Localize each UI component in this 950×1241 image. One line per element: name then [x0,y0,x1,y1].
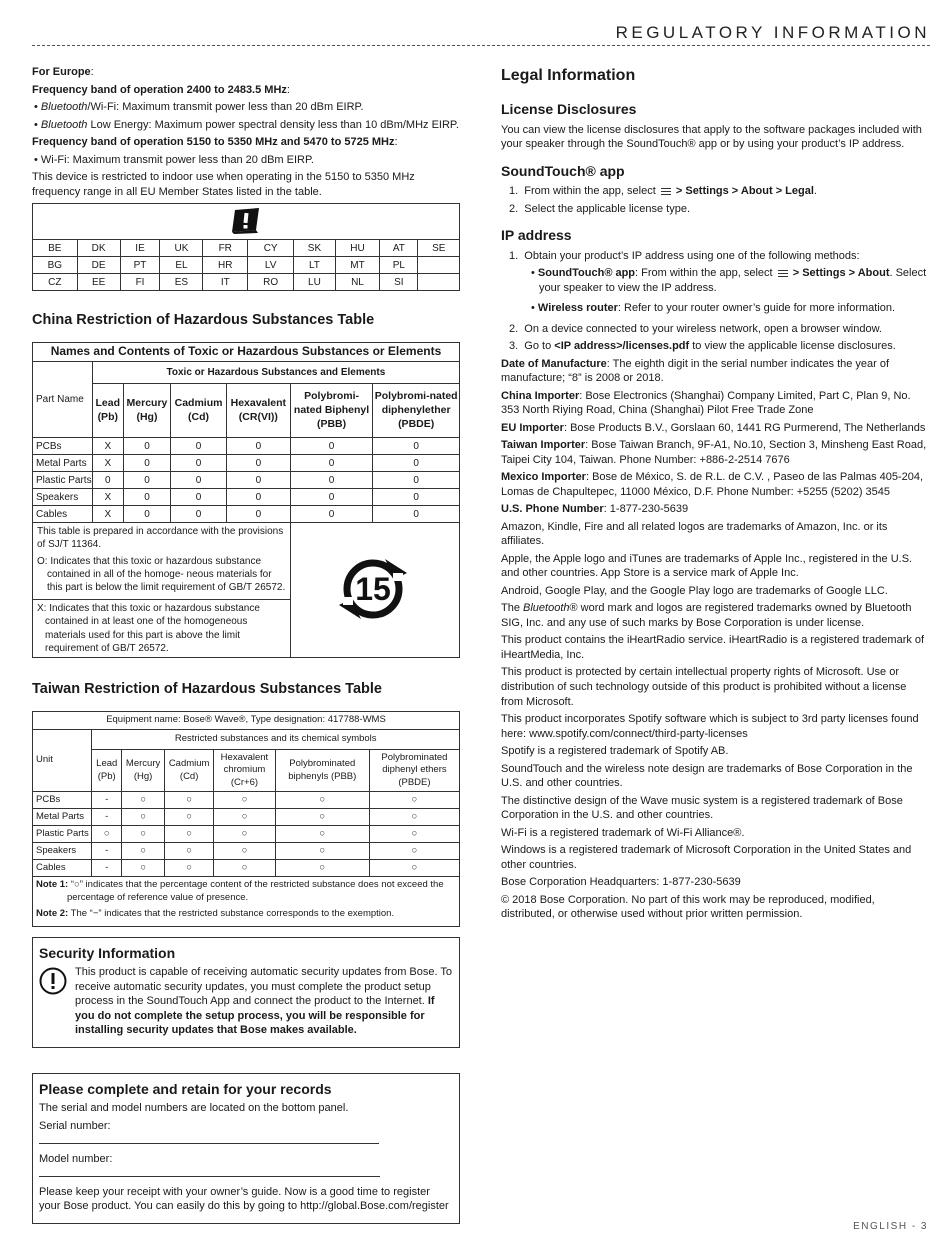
records-line-1: The serial and model numbers are located on the bottom panel. [39,1102,349,1115]
model-number-label: Model number: [39,1152,113,1165]
china-importer [501,389,929,418]
taiwan-importer-label: Taiwan Importer [501,439,586,452]
mfg-label: Date of Manufacture [501,357,607,370]
note1-text: “○” indicates that the percentage content of the restricted substance does not exceed the percentage of reference value of presence. [67,879,444,903]
taiwan-table-cell: ○ [214,792,275,809]
china-part-name: Speakers [33,489,93,506]
epup-15-recycle-icon [337,553,413,623]
taiwan-rows [33,792,460,877]
china-table-cell: X [92,438,123,455]
taiwan-table-cell: ○ [122,860,165,877]
eu-country-cell [418,257,460,274]
taiwan-equipment: Equipment name: Bose® Wave®, Type designation: 417788-WMS [33,712,460,730]
eu-country-cell: FR [203,240,248,257]
taiwan-unit-name: PCBs [33,792,92,809]
europe-bullet-2: • Bluetooth Low Energy: Maximum power spectral density less than 10 dBm/MHz EIRP. [34,118,459,131]
china-importer-label: China Importer [501,389,580,402]
china-table-cell: 0 [123,489,170,506]
taiwan-importer-text: : Bose Taiwan Branch, 9F-A1, No.10, Section 3, Minsheng East Road, Taipei City 104, Taiwan. Phone Number: +886-2-2514 7676 [501,439,927,466]
china-table-cell: 0 [123,438,170,455]
app-step-2: 2. Select the applicable license type. [509,202,691,215]
taiwan-table-cell: ○ [275,792,369,809]
china-table-cell: 0 [123,506,170,523]
trademark-wave: The distinctive design of the Wave music system is a registered trademark of Bose Corporation in the U.S. and other countries. [501,794,903,822]
china-table-cell: X [92,455,123,472]
right-column [501,65,929,925]
serial-number-field[interactable] [39,1133,379,1144]
china-part-name: Cables [33,506,93,523]
license-text: You can view the license disclosures that apply to the software packages included with your speaker through the SoundTouch® app or by using your product’s IP address. [501,123,922,151]
eu-country-cell: UK [160,240,203,257]
bullet1-text: /Wi-Fi: Maximum transmit power less than 20 dBm EIRP. [87,101,364,114]
china-table-cell: 0 [373,489,460,506]
eu-country-cell: HU [335,240,380,257]
trademark-wifi: Wi-Fi is a registered trademark of Wi-Fi Alliance®. [501,826,745,839]
eu-country-cell: HR [203,257,248,274]
model-number-field[interactable] [39,1166,380,1177]
taiwan-table-cell: ○ [92,826,122,843]
taiwan-table-cell: ○ [275,843,369,860]
china-table-cell: 0 [290,506,373,523]
app-step1-path: > Settings > About > Legal [675,185,814,198]
bluetooth-italic: Bluetooth [523,602,570,615]
taiwan-table-cell: - [92,860,122,877]
taiwan-table-row [33,843,460,860]
china-part-name: PCBs [33,438,93,455]
ip-bullet-router: • Wireless router: Refer to your router owner’s guide for more information. [531,302,896,315]
eu-country-cell: LU [294,274,335,291]
menu-icon [661,188,671,195]
taiwan-note-1 [36,879,456,904]
ip-bullet-app: • SoundTouch® app: From within the app, select > Settings > About. Select your speaker to view the IP address. [531,267,927,294]
eu-country-table [32,203,460,291]
ip-step3-text: Go to [524,340,555,353]
europe-band1: Frequency band of operation 2400 to 2483.5 MHz: [32,83,290,96]
page-title: REGULATORY INFORMATION [615,23,930,42]
eu-country-cell: IT [203,274,248,291]
note2-label: Note 2: [36,908,69,920]
china-group-header: Toxic or Hazardous Substances and Elements [92,362,459,384]
ip-step-3: 3. Go to <IP address>/licenses.pdf to view the applicable license disclosures. [509,340,896,353]
china-table-cell: 0 [226,455,290,472]
taiwan-column-header: Cadmium (Cd) [165,750,214,792]
trademark-windows: Windows is a registered trademark of Microsoft Corporation in the United States and other countries. [501,844,912,871]
ip-step3-path: <IP address>/licenses.pdf [554,340,690,353]
china-table-cell: 0 [373,455,460,472]
taiwan-table-cell: ○ [122,809,165,826]
taiwan-table-cell: ○ [214,826,275,843]
taiwan-table-cell: ○ [369,792,459,809]
warning-icon [39,967,67,995]
taiwan-unit-header: Unit [33,730,92,792]
china-rohs-table [32,342,460,658]
china-notes [33,523,291,600]
taiwan-column-headers [33,750,460,792]
taiwan-column-header: Polybrominated biphenyls (PBB) [275,750,369,792]
copyright: © 2018 Bose Corporation. No part of this work may be reproduced, modified, distributed, or otherwise used without prior written permission. [501,893,875,921]
eu-country-cell [418,274,460,291]
china-table-cell: 0 [373,438,460,455]
china-importer-text: : Bose Electronics (Shanghai) Company Limited, Part C, Plan 9, No. 353 North Riying Road, China (Shanghai) Pilot Free Trade Zone [501,389,911,417]
eu-country-row [33,274,460,291]
china-table-cell: 0 [290,472,373,489]
taiwan-table-row [33,826,460,843]
china-table-cell: 0 [290,438,373,455]
serial-number-row [39,1119,453,1149]
china-table-cell: 0 [373,506,460,523]
trademark-spotify-software: This product incorporates Spotify software which is subject to 3rd party licenses found here: www.spotify.com/connect/third-party-licenses [501,713,919,740]
china-column-header: Mercury (Hg) [123,384,170,438]
app-step2-text: Select the applicable license type. [524,202,691,215]
china-rows [33,438,460,523]
band2-text: Frequency band of operation 5150 to 5350 MHz and 5470 to 5725 MHz [32,136,395,149]
bluetooth-italic: Bluetooth [40,118,88,131]
china-column-header: Lead (Pb) [92,384,123,438]
ip-b2-text: : Refer to your router owner’s guide for more information. [617,302,896,315]
taiwan-unit-name: Cables [33,860,92,877]
ip-b1-label: SoundTouch® app [537,267,636,280]
legal-title: Legal Information [501,67,636,84]
taiwan-unit-name: Metal Parts [33,809,92,826]
taiwan-unit-name: Plastic Parts [33,826,92,843]
taiwan-table-cell: - [92,792,122,809]
eu-country-cell: SK [294,240,335,257]
eu-country-cell: AT [380,240,418,257]
date-of-manufacture [501,357,929,386]
taiwan-notes [33,877,460,927]
ip-step-1: 1. Obtain your product’s IP address using one of the following methods: [509,249,860,262]
taiwan-table-cell: ○ [122,792,165,809]
security-title: Security Information [39,944,176,961]
eu-country-cell: PL [380,257,418,274]
eu-country-cell: LV [248,257,294,274]
taiwan-importer [501,438,929,467]
china-table-cell: 0 [171,472,227,489]
records-title: Please complete and retain for your records [39,1080,332,1097]
trademark-iheart: This product contains the iHeartRadio service. iHeartRadio is a registered trademark of iHeartMedia, Inc. [501,634,925,661]
china-table-row [33,438,460,455]
taiwan-table-cell: ○ [165,809,214,826]
serial-number-label: Serial number: [39,1119,111,1132]
trademark-google: Android, Google Play, and the Google Play logo are trademarks of Google LLC. [501,584,888,597]
eu-importer-label: EU Importer [501,421,564,434]
us-phone-text: : 1-877-230-5639 [603,503,689,516]
china-note-3: X: Indicates that this toxic or hazardous substance contained in at least one of the homogeneous materials used for this part is above the limit requirement of GB/T 26572. [33,600,291,658]
taiwan-table-cell: ○ [165,860,214,877]
license-title: License Disclosures [501,101,637,118]
left-column [32,65,460,1224]
eu-country-row [33,240,460,257]
page-header [32,22,930,46]
china-note-2: O: Indicates that this toxic or hazardous substance contained in all of the homoge- neous materials for this part is below the limit requirement of GB/T 26572. [37,555,286,593]
taiwan-column-header: Hexavalent chromium (Cr+6) [214,750,275,792]
china-table-cell: 0 [123,472,170,489]
band1-text: Frequency band of operation 2400 to 2483.5 MHz [32,83,287,96]
taiwan-table-cell: ○ [369,843,459,860]
taiwan-table-cell: ○ [369,809,459,826]
china-part-name: Plastic Parts [33,472,93,489]
china-table-cell: 0 [171,506,227,523]
europe-restriction: This device is restricted to indoor use when operating in the 5150 to 5350 MHz frequency range in all EU Member States listed in the table. [32,171,415,198]
china-part-name: Metal Parts [33,455,93,472]
mfg-text: : The eighth digit in the serial number indicates the year of manufacture; “8” is 2008 or 2018. [501,357,890,385]
app-step-1: 1. From within the app, select > Settings > About > Legal. [509,185,817,198]
us-phone-label: U.S. Phone Number [501,503,604,516]
china-table-row [33,472,460,489]
ip-step3-tail: to view the applicable license disclosures. [689,340,896,353]
bluetooth-italic: Bluetooth [40,101,88,114]
taiwan-table-row [33,860,460,877]
restricted-use-icon [229,206,263,234]
epup-number: 15 [355,571,391,607]
taiwan-table-cell: - [92,843,122,860]
trademark-apple: Apple, the Apple logo and iTunes are trademarks of Apple Inc., registered in the U.S. and other countries. App Store is a service mark of Apple Inc. [501,552,913,580]
eu-country-cell: CY [248,240,294,257]
china-table-cell: 0 [92,472,123,489]
taiwan-column-header: Polybrominated diphenyl ethers (PBDE) [369,750,459,792]
europe-band2: Frequency band of operation 5150 to 5350 MHz and 5470 to 5725 MHz: [32,136,398,149]
china-table-cell: X [92,506,123,523]
page-footer: ENGLISH - 3 [853,1221,928,1232]
eu-country-cell: RO [248,274,294,291]
mexico-importer-text: : Bose de México, S. de R.L. de C.V. , Paseo de las Palmas 405-204, Lomas de Chapultepec, 11000 México, D.F. Phone Number: +5255 (5202) 3545 [501,471,924,498]
eu-country-cell: DE [77,257,120,274]
bullet2-text: Low Energy: Maximum power spectral density less than 10 dBm/MHz EIRP. [87,118,459,131]
us-phone [501,502,929,517]
eu-country-cell: DK [77,240,120,257]
security-text-main: This product is capable of receiving automatic security updates from Bose. To receive automatic security updates, you must complete the product setup process in the SoundTouch App and connect the product to the Internet. [75,966,453,1008]
trademark-spotify: Spotify is a registered trademark of Spotify AB. [501,745,729,758]
ip-b2-label: Wireless router [537,302,618,315]
eu-country-cell: IE [120,240,160,257]
eu-country-cell: SI [380,274,418,291]
bose-headquarters: Bose Corporation Headquarters: 1-877-230-5639 [501,876,741,889]
taiwan-table-cell: ○ [122,843,165,860]
china-column-headers [33,384,460,438]
taiwan-table-row [33,792,460,809]
trademark-soundtouch: SoundTouch and the wireless note design are trademarks of Bose Corporation in the U.S. and other countries. [501,762,913,790]
china-table-title: Names and Contents of Toxic or Hazardous Substances or Elements [33,343,460,362]
china-table-cell: 0 [226,438,290,455]
taiwan-table-cell: ○ [275,809,369,826]
ip-step-2: 2. On a device connected to your wireless network, open a browser window. [509,322,882,335]
china-column-header: Polybromi-nated Biphenyl (PBB) [290,384,373,438]
ip-step1-text: Obtain your product’s IP address using one of the following methods: [524,249,860,262]
security-text-bold: If you do not complete the setup process, you will be responsible for installing security updates that Bose makes available. [75,995,435,1037]
taiwan-rohs-table [32,711,460,927]
model-number-row [39,1152,453,1182]
china-table-cell: 0 [171,455,227,472]
eu-country-rows [33,240,460,291]
eu-country-cell: SE [418,240,460,257]
china-column-header: Cadmium (Cd) [171,384,227,438]
china-table-cell: 0 [171,438,227,455]
taiwan-table-cell: - [92,809,122,826]
china-table-cell: 0 [290,489,373,506]
china-table-cell: 0 [123,455,170,472]
eu-country-cell: NL [335,274,380,291]
europe-bullet-3: • Wi-Fi: Maximum transmit power less than 20 dBm EIRP. [34,153,314,166]
trademark-amazon: Amazon, Kindle, Fire and all related logos are trademarks of Amazon, Inc. or its affiliates. [501,520,888,548]
bullet3-text: Wi-Fi: Maximum transmit power less than 20 dBm EIRP. [40,153,314,166]
taiwan-table-cell: ○ [165,792,214,809]
china-part-name-header: Part Name [33,362,93,438]
china-table-cell: 0 [226,489,290,506]
mexico-importer [501,470,929,499]
taiwan-column-header: Mercury (Hg) [122,750,165,792]
taiwan-table-cell: ○ [214,843,275,860]
taiwan-table-cell: ○ [369,826,459,843]
note2-text: The “−” indicates that the restricted substance corresponds to the exemption. [70,908,395,920]
eu-country-cell: EL [160,257,203,274]
eu-country-cell: LT [294,257,335,274]
epup-cell [290,523,459,658]
china-note-1: This table is prepared in accordance with the provisions of SJ/T 11364. [37,526,284,551]
europe-label: For Europe [32,66,91,78]
china-table-cell: 0 [226,506,290,523]
mexico-importer-label: Mexico Importer [501,471,586,484]
security-text [75,965,453,1038]
china-table-row [33,489,460,506]
taiwan-table-cell: ○ [214,860,275,877]
eu-country-cell: FI [120,274,160,291]
taiwan-heading: Taiwan Restriction of Hazardous Substances Table [32,680,382,697]
taiwan-column-header: Lead (Pb) [92,750,122,792]
restriction-icon-cell [33,204,460,240]
taiwan-table-cell: ○ [275,860,369,877]
eu-importer [501,421,929,436]
eu-importer-text: : Bose Products B.V., Gorslaan 60, 1441 RG Purmerend, The Netherlands [563,421,926,434]
eu-country-cell: CZ [33,274,78,291]
eu-country-cell: PT [120,257,160,274]
taiwan-table-cell: ○ [275,826,369,843]
taiwan-table-cell: ○ [122,826,165,843]
taiwan-unit-name: Speakers [33,843,92,860]
taiwan-table-cell: ○ [165,843,214,860]
china-column-header: Polybromi-nated diphenylether (PBDE) [373,384,460,438]
china-table-cell: 0 [373,472,460,489]
tm4-text: ® word mark and logos are registered trademarks owned by Bluetooth SIG, Inc. and any use of such marks by Bose Corporation is under license. [501,602,912,629]
taiwan-note-2 [36,908,456,921]
china-table-row [33,506,460,523]
china-column-header: Hexavalent (CR(VI)) [226,384,290,438]
records-line-2: Please keep your receipt with your owner’s guide. Now is a good time to register your Bose product. You can easily do this by going to http://global.Bose.com/register [39,1185,449,1213]
eu-country-row [33,257,460,274]
eu-country-cell: ES [160,274,203,291]
ip-step2-text: On a device connected to your wireless network, open a browser window. [524,322,882,335]
app-step1-text: From within the app, select [524,185,659,198]
taiwan-table-row [33,809,460,826]
eu-country-cell: BE [33,240,78,257]
tm4-prefix: The [501,602,524,615]
europe-section: For Europe: [32,66,94,78]
china-table-cell: X [92,489,123,506]
taiwan-table-cell: ○ [214,809,275,826]
taiwan-group-header: Restricted substances and its chemical symbols [92,730,460,750]
china-heading: China Restriction of Hazardous Substances Table [32,312,375,329]
taiwan-table-cell: ○ [369,860,459,877]
security-body [39,965,453,1041]
europe-bullet-1: • Bluetooth/Wi-Fi: Maximum transmit power less than 20 dBm EIRP. [34,101,364,114]
ip-b1-text: : From within the app, select [635,267,776,280]
china-table-cell: 0 [171,489,227,506]
app-title: SoundTouch® app [501,162,625,179]
eu-country-cell: MT [335,257,380,274]
records-box [32,1073,460,1224]
menu-icon [778,270,788,277]
eu-country-cell: EE [77,274,120,291]
china-table-cell: 0 [290,455,373,472]
eu-country-cell: BG [33,257,78,274]
note1-label: Note 1: [36,879,69,891]
trademark-bluetooth [501,601,929,630]
china-table-row [33,455,460,472]
ip-b1-path: > Settings > About [792,267,890,280]
security-info-box [32,937,460,1048]
ip-title: IP address [501,227,572,244]
trademark-microsoft: This product is protected by certain intellectual property rights of Microsoft. Use or distribution of such technology outside of this product is prohibited without a license from Microsoft. [501,666,907,708]
taiwan-table-cell: ○ [165,826,214,843]
ip-b1-tail: . Select your speaker to view the IP address. [539,267,927,294]
china-table-cell: 0 [226,472,290,489]
